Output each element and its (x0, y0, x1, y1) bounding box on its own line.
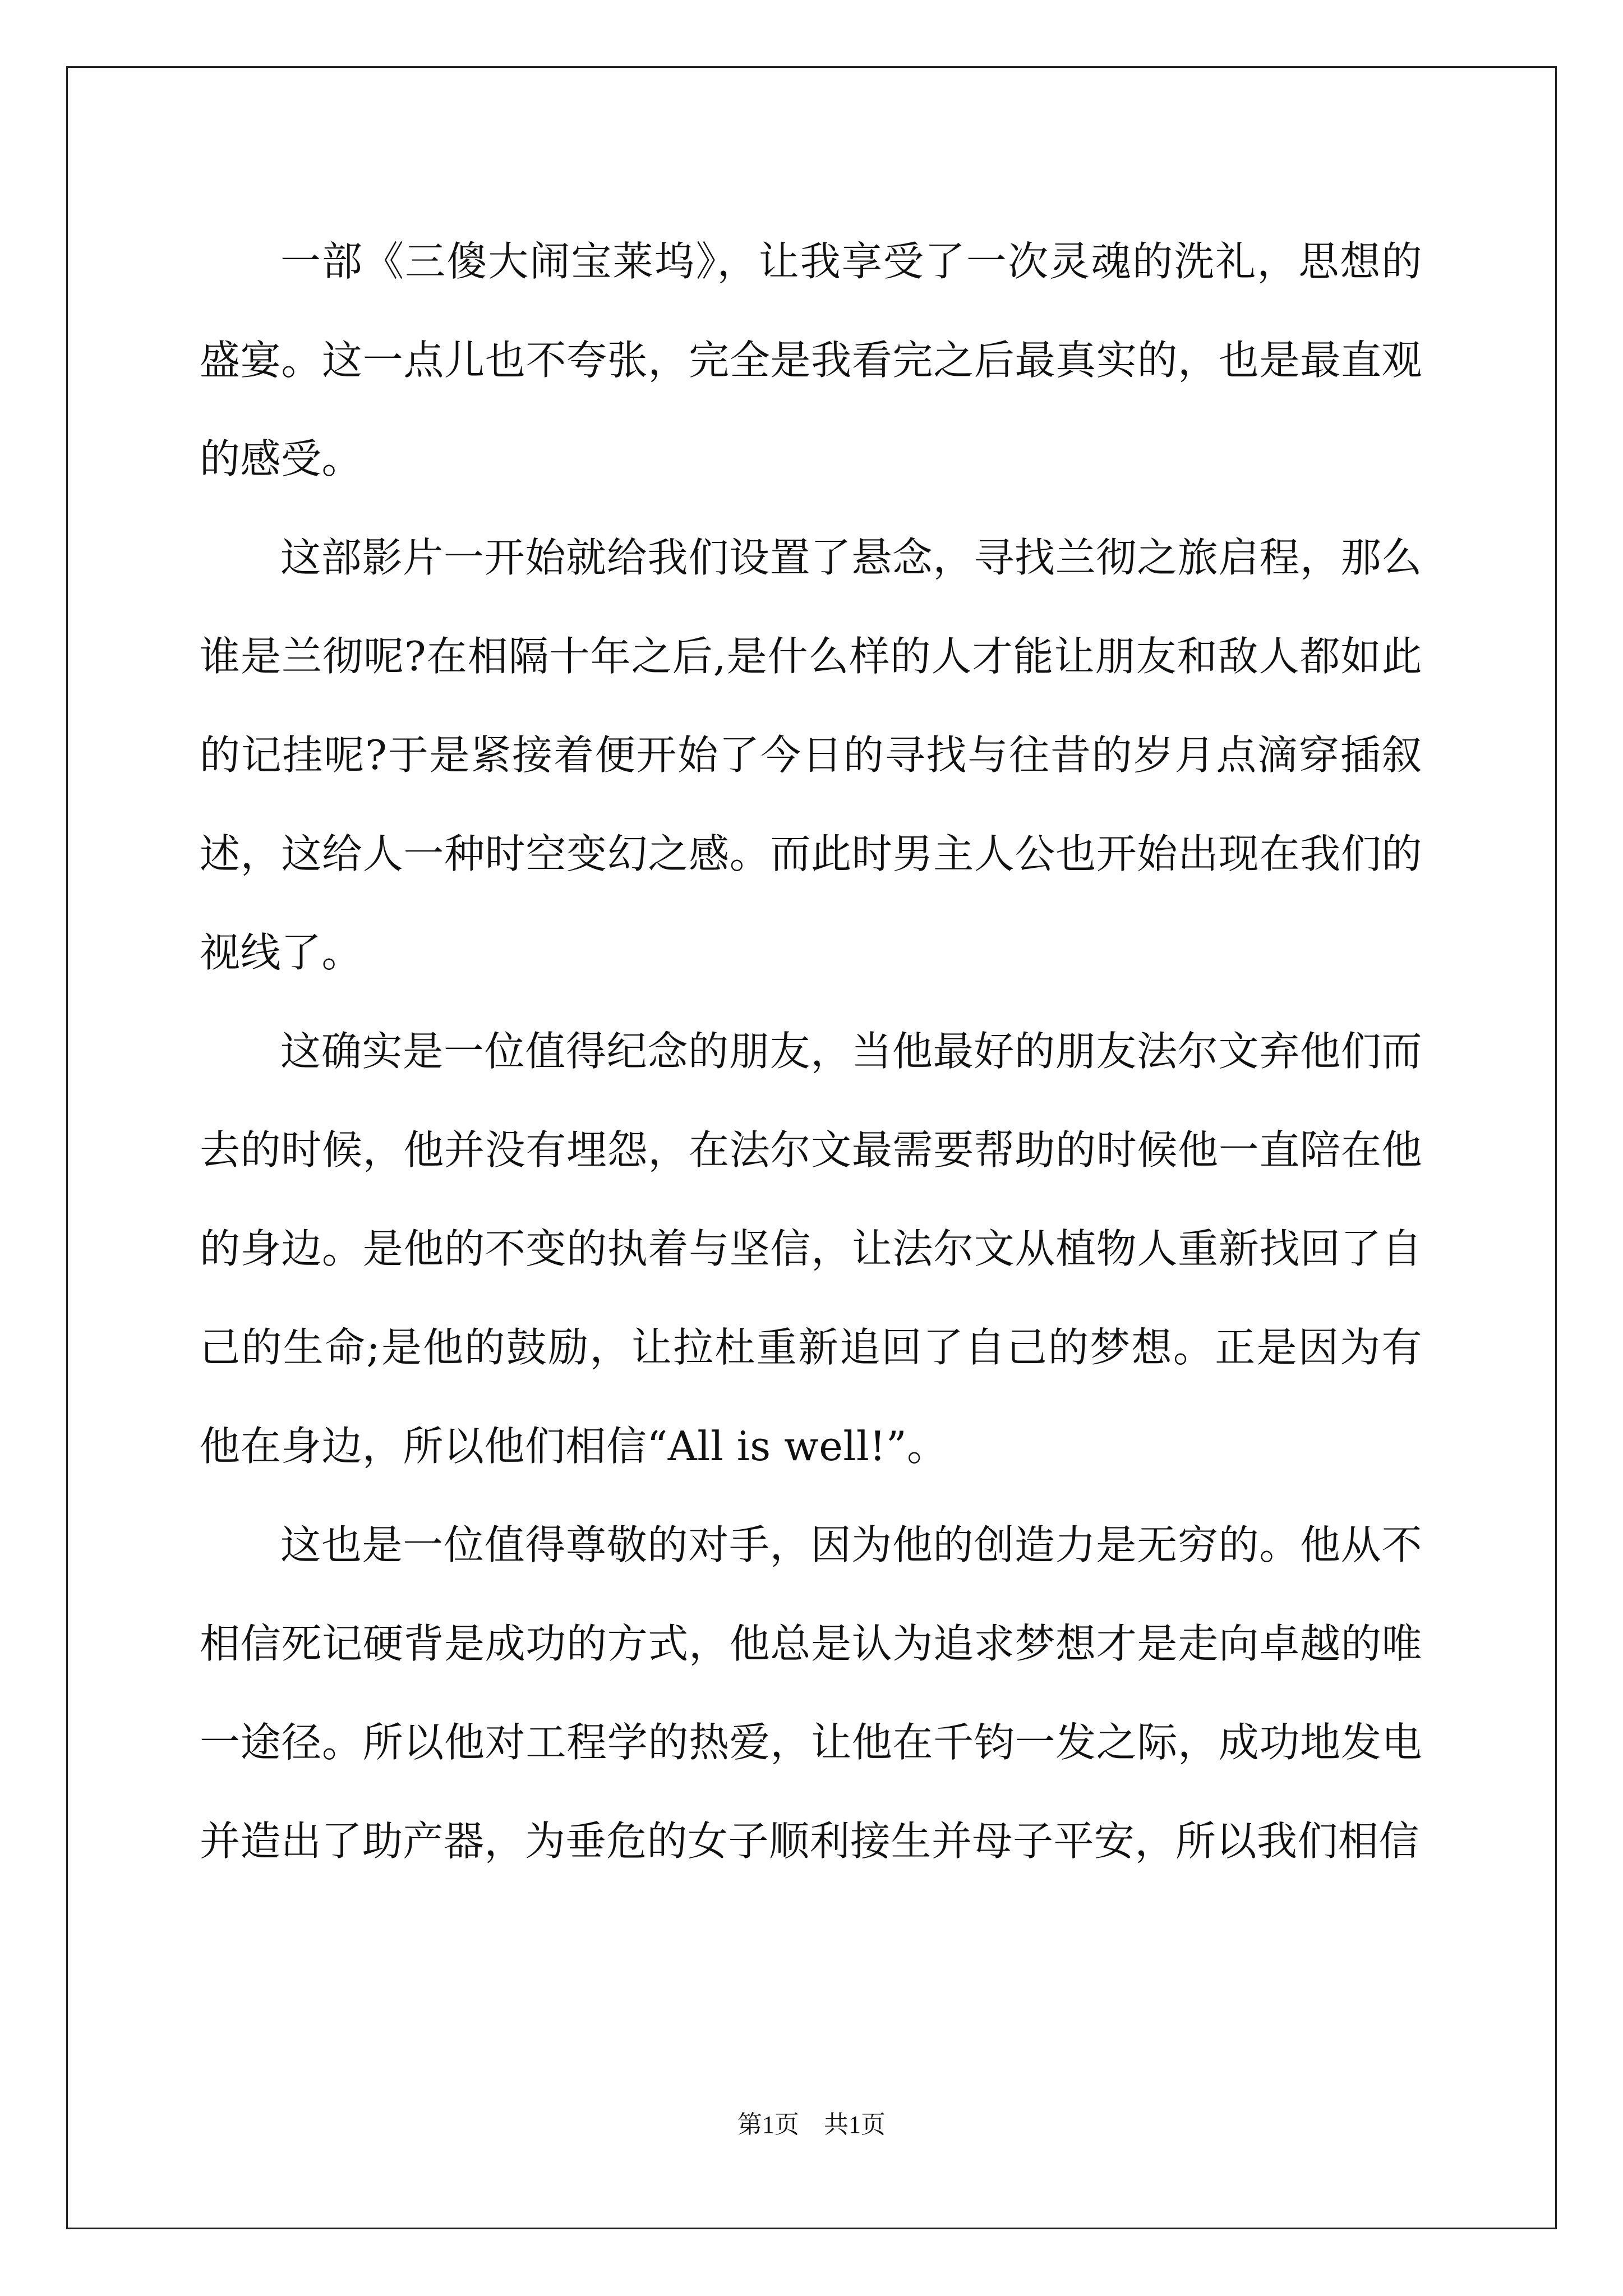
page-number: 第1页 (737, 2111, 799, 2138)
page-footer (0, 2108, 1623, 2142)
paragraph-3: 这确实是一位值得纪念的朋友，当他最好的朋友法尔文弃他们而去的时候，他并没有埋怨，在法尔文最需要帮助的时候他一直陪在他的身边。是他的不变的执着与坚信，让法尔文从植物人重新找回了自己的生命;是他的鼓励，让拉杜重新追回了自己的梦想。正是因为有他在身边，所以他们相信“All is well!”。 (200, 1028, 1422, 1470)
page-total: 共1页 (824, 2111, 886, 2138)
paragraph-1: 一部《三傻大闹宝莱坞》，让我享受了一次灵魂的洗礼，思想的盛宴。这一点儿也不夸张，完全是我看完之后最真实的，也是最直观的感受。 (200, 238, 1422, 482)
paragraph-2: 这部影片一开始就给我们设置了悬念，寻找兰彻之旅启程，那么谁是兰彻呢?在相隔十年之后,是什么样的人才能让朋友和敌人都如此的记挂呢?于是紧接着便开始了今日的寻找与往昔的岁月点滴穿插叙述，这给人一种时空变幻之感。而此时男主人公也开始出现在我们的视线了。 (200, 534, 1422, 976)
document-body (200, 212, 1422, 1890)
paragraph-4: 这也是一位值得尊敬的对手，因为他的创造力是无穷的。他从不相信死记硬背是成功的方式，他总是认为追求梦想才是走向卓越的唯一途径。所以他对工程学的热爱，让他在千钧一发之际，成功地发电并造出了助产器，为垂危的女子顺利接生并母子平安，所以我们相信 (200, 1521, 1422, 1865)
